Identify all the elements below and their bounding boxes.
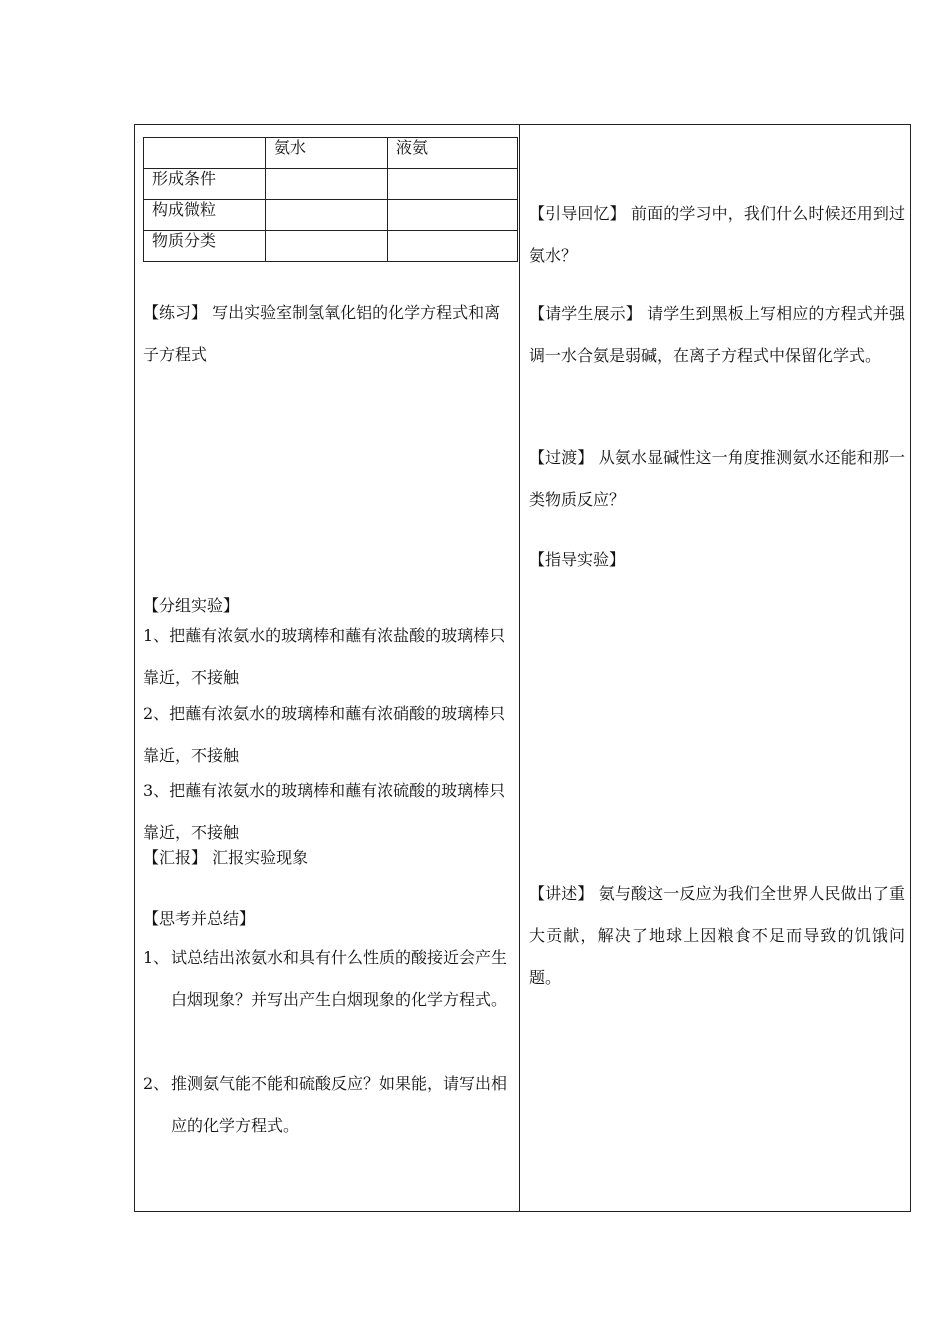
guide-experiment-tag: 【指导实验】 (529, 550, 626, 569)
show-text: 请学生到黑板上写相应的方程式并强调一水合氨是弱碱，在离子方程式中保留化学式。 (529, 304, 905, 365)
table-row-label: 形成条件 (144, 169, 266, 200)
report-paragraph (143, 843, 513, 873)
summary-item (143, 937, 513, 1021)
table-cell (266, 200, 388, 231)
summary-item-text: 推测氨气能不能和硫酸反应？如果能，请写出相应的化学方程式。 (171, 1074, 508, 1135)
practice-tag: 【练习】 (143, 303, 208, 322)
table-cell (266, 169, 388, 200)
transition-tag: 【过渡】 (529, 448, 594, 467)
show-tag: 【请学生展示】 (529, 304, 642, 323)
table-row-label: 构成微粒 (144, 200, 266, 231)
recall-tag: 【引导回忆】 (529, 204, 626, 223)
table-cell (388, 200, 518, 231)
summary-item (143, 1063, 513, 1147)
table-header-cell: 氨水 (266, 138, 388, 169)
transition-text: 从氨水显碱性这一角度推测氨水还能和那一类物质反应？ (529, 448, 905, 509)
table-row (144, 231, 518, 262)
summary-item-text: 试总结出浓氨水和具有什么性质的酸接近会产生白烟现象？并写出产生白烟现象的化学方程式。 (171, 948, 508, 1009)
comparison-table (143, 137, 518, 262)
group-exp-title: 【分组实验】 (143, 596, 240, 615)
table-header-cell: 液氨 (388, 138, 518, 169)
exp-item: 3、把蘸有浓氨水的玻璃棒和蘸有浓硫酸的玻璃棒只靠近，不接触 (143, 781, 506, 842)
left-column (143, 137, 513, 1135)
lesson-table (134, 124, 911, 1212)
table-header-cell (144, 138, 266, 169)
lecture-paragraph (529, 873, 905, 999)
summary-title: 【思考并总结】 (143, 909, 256, 928)
table-row-label: 物质分类 (144, 231, 266, 262)
table-row (144, 169, 518, 200)
transition-paragraph (529, 437, 905, 521)
recall-paragraph (529, 193, 905, 277)
lecture-text: 氨与酸这一反应为我们全世界人民做出了重大贡献，解决了地球上因粮食不足而导致的饥饿问题。 (529, 884, 905, 987)
practice-text: 写出实验室制氢氧化铝的化学方程式和离子方程式 (143, 303, 501, 364)
exp-item: 2、把蘸有浓氨水的玻璃棒和蘸有浓硝酸的玻璃棒只靠近，不接触 (143, 704, 506, 765)
table-cell (388, 169, 518, 200)
show-paragraph (529, 293, 905, 377)
table-row (144, 200, 518, 231)
column-divider (519, 125, 520, 1211)
lecture-tag: 【讲述】 (529, 884, 594, 903)
table-cell (266, 231, 388, 262)
recall-text: 前面的学习中，我们什么时候还用到过氨水？ (529, 204, 905, 265)
summary-item-number: 2、 (143, 1074, 170, 1093)
report-text: 汇报实验现象 (212, 848, 309, 867)
exp-item: 1、把蘸有浓氨水的玻璃棒和蘸有浓盐酸的玻璃棒只靠近，不接触 (143, 626, 506, 687)
table-cell (388, 231, 518, 262)
table-header-row (144, 138, 518, 169)
practice-paragraph (143, 292, 513, 376)
summary-item-number: 1、 (143, 948, 170, 967)
report-tag: 【汇报】 (143, 848, 208, 867)
